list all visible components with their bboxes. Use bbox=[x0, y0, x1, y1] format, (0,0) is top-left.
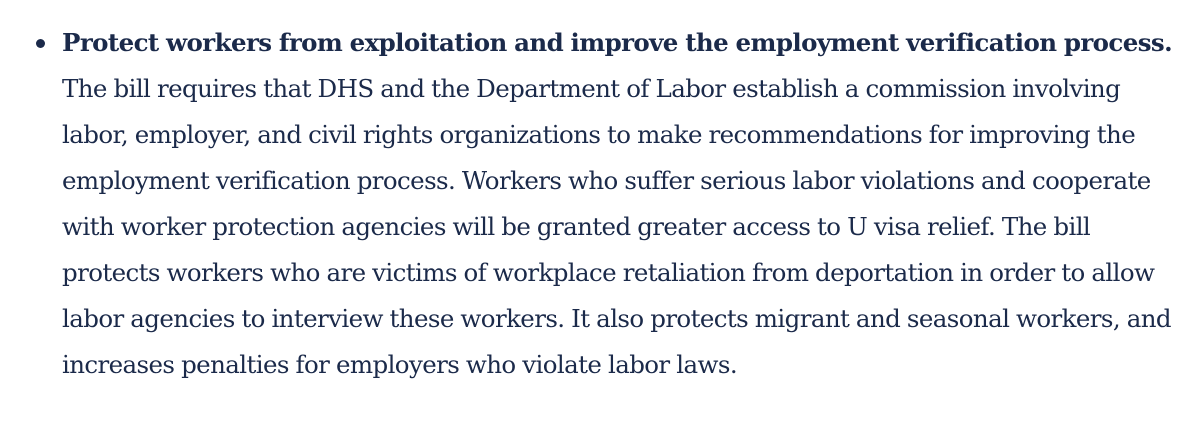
document-content bbox=[0, 20, 1185, 388]
bullet-icon bbox=[36, 39, 45, 48]
item-body: The bill requires that DHS and the Department of Labor establish a commission involving labor, employer, and civil rights organizations to make recommendations for improving the employment verification process. Workers who suffer serious labor violations and cooperate with worker protection agencies will be granted greater access to U visa relief. The bill protects workers who are victims of workplace retaliation from deportation in order to allow labor agencies to interview these workers. It also protects migrant and seasonal workers, and increases penalties for employers who violate labor laws. bbox=[62, 74, 1172, 379]
item-heading: Protect workers from exploitation and improve the employment verification process. bbox=[62, 28, 1173, 57]
bullet-list bbox=[0, 20, 1185, 388]
list-item bbox=[0, 20, 1185, 388]
